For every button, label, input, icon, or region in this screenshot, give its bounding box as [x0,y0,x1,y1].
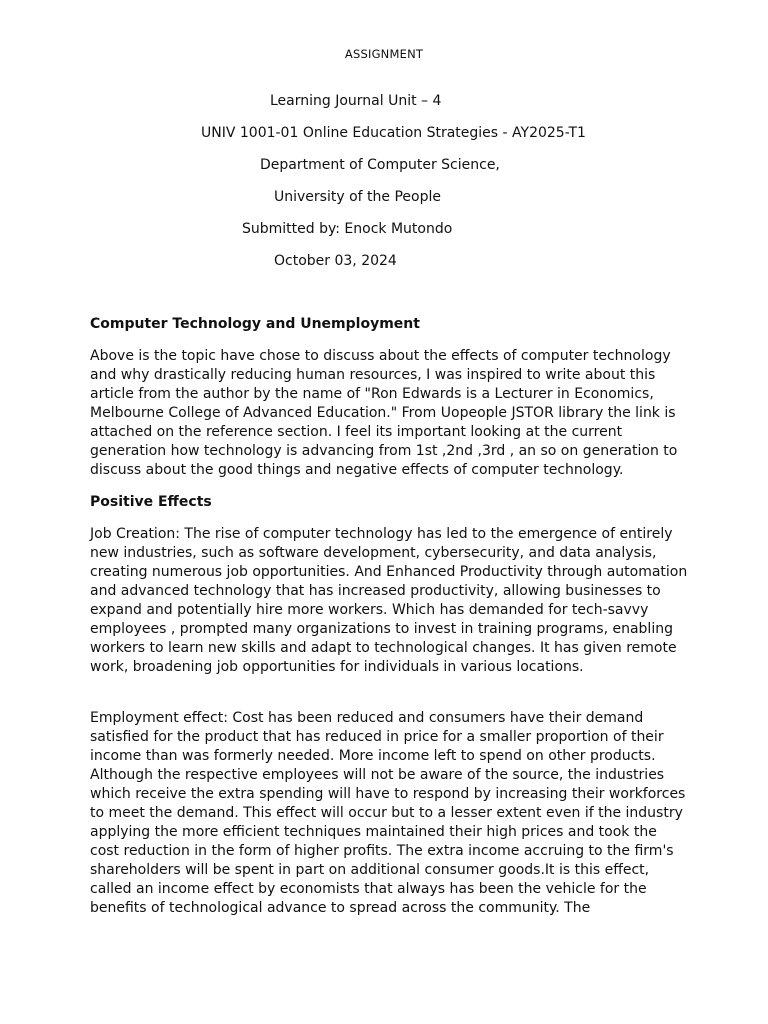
course-name: UNIV 1001-01 Online Education Strategies - AY2025-T1 [201,125,586,141]
journal-title: Learning Journal Unit – 4 [270,93,442,109]
assignment-label: ASSIGNMENT [344,47,424,61]
department-name: Department of Computer Science, [260,157,500,173]
submitted-by: Submitted by: Enock Mutondo [242,221,453,237]
topic-heading: Computer Technology and Unemployment [90,316,420,332]
positive-effects-heading: Positive Effects [90,494,212,510]
intro-paragraph: Above is the topic have chose to discuss about the effects of computer technology and why drastically reducing human resources, I was inspired to write about this article from the author by the name of "Ron Edwards is a Lecturer in Economics, Melbourne College of Advanced Education." From Uopeople JSTOR library the link is attached on the reference section. I feel its important looking at the current generation how technology is advancing from 1st ,2nd ,3rd , an so on generation to discuss about the good things and negative effects of computer technology. [90,348,678,478]
university-name: University of the People [274,189,441,205]
submission-date: October 03, 2024 [274,253,397,269]
employment-effect-paragraph: Employment effect: Cost has been reduced and consumers have their demand satisfied for the product that has reduced in price for a smaller proportion of their income than was formerly needed. More income left to spend on other products. Although the respective employees will not be aware of the source, the industries which receive the extra spending will have to respond by increasing their workforces to meet the demand. This effect will occur but to a lesser extent even if the industry applying the more efficient techniques maintained their high prices and took the cost reduction in the form of higher profits. The extra income accruing to the firm's shareholders will be spent in part on additional consumer goods.It is this effect, called an income effect by economists that always has been the vehicle for the benefits of technological advance to spread across the community. The [90,710,686,916]
job-creation-paragraph: Job Creation: The rise of computer technology has led to the emergence of entirely new industries, such as software development, cybersecurity, and data analysis, creating numerous job opportunities. And Enhanced Productivity through automation and advanced technology that has increased productivity, allowing businesses to expand and potentially hire more workers. Which has demanded for tech-savvy employees , prompted many organizations to invest in training programs, enabling workers to learn new skills and adapt to technological changes. It has given remote work, broadening job opportunities for individuals in various locations. [90,526,688,675]
